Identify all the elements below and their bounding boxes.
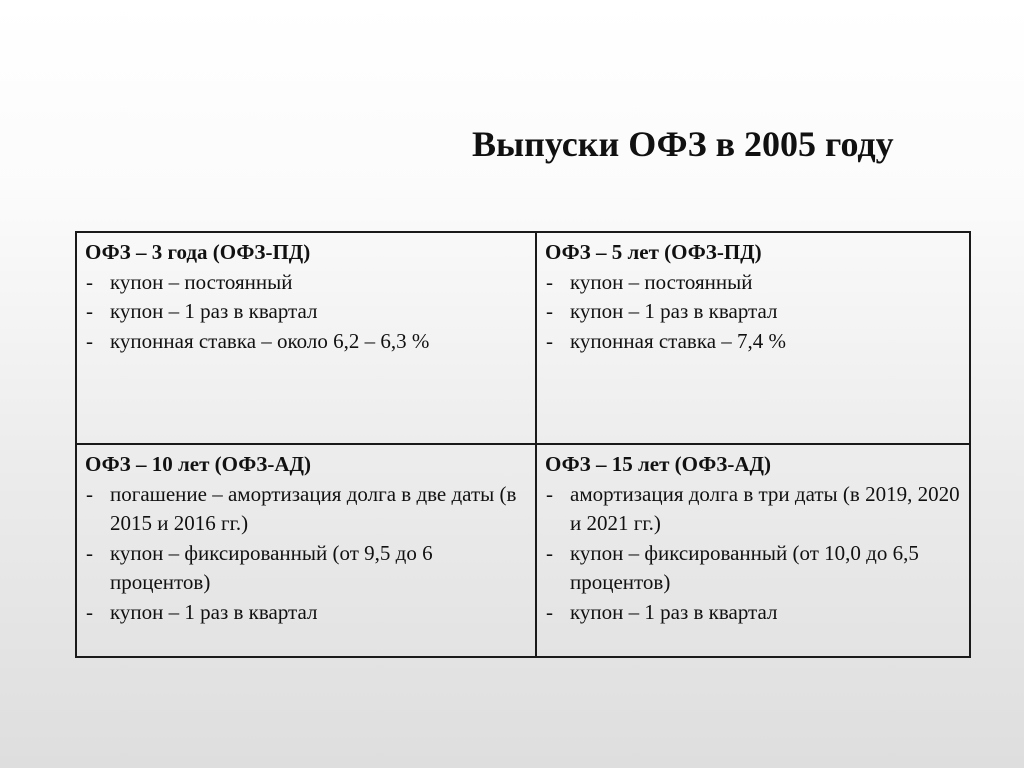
ofz-issues-table bbox=[75, 231, 971, 658]
list-item: - купон – постоянный bbox=[545, 268, 961, 298]
cell-heading: ОФЗ – 15 лет (ОФЗ-АД) bbox=[545, 452, 771, 476]
table-cell-ofz-10-years bbox=[76, 444, 536, 657]
cell-heading: ОФЗ – 5 лет (ОФЗ-ПД) bbox=[545, 240, 762, 264]
cell-list bbox=[85, 268, 527, 357]
list-item: - купон – 1 раз в квартал bbox=[85, 598, 527, 628]
cell-list bbox=[85, 480, 527, 628]
table-cell-ofz-5-years bbox=[536, 232, 970, 444]
list-item: - купон – 1 раз в квартал bbox=[545, 598, 961, 628]
list-item: - купонная ставка – 7,4 % bbox=[545, 327, 961, 357]
table-cell-ofz-15-years bbox=[536, 444, 970, 657]
list-item: - купон – 1 раз в квартал bbox=[545, 297, 961, 327]
list-item: - купонная ставка – около 6,2 – 6,3 % bbox=[85, 327, 527, 357]
list-item: - купон – 1 раз в квартал bbox=[85, 297, 527, 327]
table-row bbox=[76, 444, 970, 657]
cell-heading: ОФЗ – 3 года (ОФЗ-ПД) bbox=[85, 240, 311, 264]
cell-heading: ОФЗ – 10 лет (ОФЗ-АД) bbox=[85, 452, 311, 476]
list-item: - купон – постоянный bbox=[85, 268, 527, 298]
table-row bbox=[76, 232, 970, 444]
list-item: - погашение – амортизация долга в две даты (в 2015 и 2016 гг.) bbox=[85, 480, 527, 539]
slide-title: Выпуски ОФЗ в 2005 году bbox=[472, 124, 894, 164]
list-item: - амортизация долга в три даты (в 2019, 2020 и 2021 гг.) bbox=[545, 480, 961, 539]
cell-list bbox=[545, 268, 961, 357]
table-cell-ofz-3-years bbox=[76, 232, 536, 444]
list-item: - купон – фиксированный (от 10,0 до 6,5 процентов) bbox=[545, 539, 961, 598]
cell-list bbox=[545, 480, 961, 628]
list-item: - купон – фиксированный (от 9,5 до 6 процентов) bbox=[85, 539, 527, 598]
